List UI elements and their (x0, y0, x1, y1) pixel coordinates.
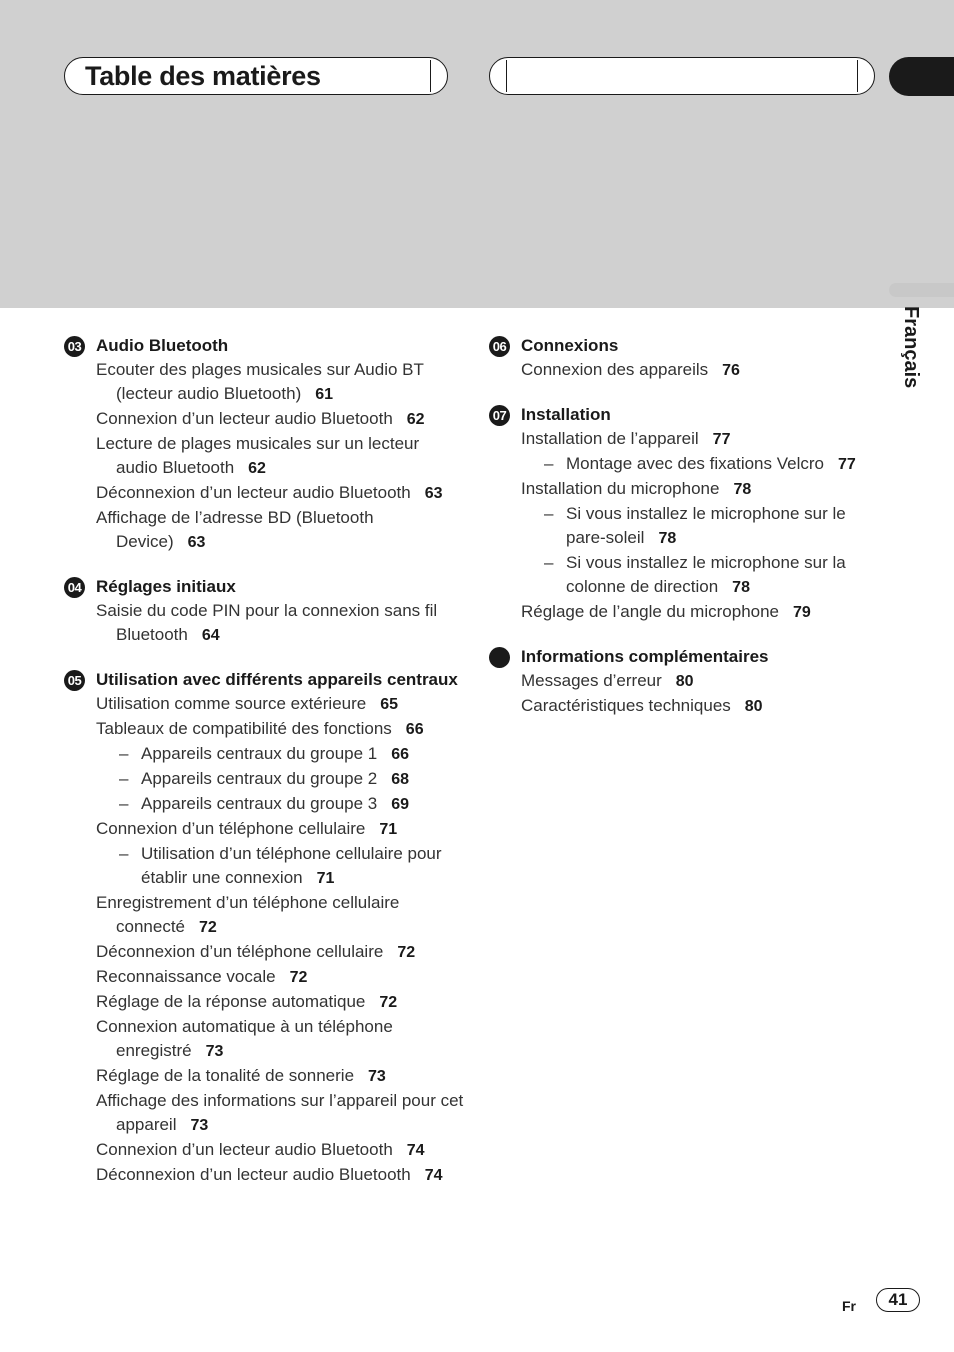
entry-page-number: 79 (793, 604, 811, 621)
entry-text: Caractéristiques techniques (521, 696, 731, 715)
entry-page-number: 63 (424, 485, 443, 502)
toc-entry[interactable] (64, 481, 464, 506)
entry-page-number: 66 (405, 721, 424, 738)
entry-text: Enregistrement d’un téléphone cellulaire connecté (96, 893, 400, 936)
entry-text: Déconnexion d’un lecteur audio Bluetooth (96, 483, 411, 502)
entry-text: Appareils centraux du groupe 3 (141, 794, 378, 813)
toc-section (64, 575, 464, 648)
entry-page-number: 64 (201, 627, 220, 644)
section-title: Installation (521, 405, 611, 424)
dash-bullet: – (544, 553, 554, 572)
section-heading[interactable] (489, 403, 889, 427)
entry-text: Déconnexion d’un lecteur audio Bluetooth (96, 1165, 411, 1184)
toc-entry[interactable] (64, 965, 464, 990)
entry-text: Utilisation d’un téléphone cellulaire pour établir une connexion (141, 844, 442, 887)
section-number-badge: 05 (64, 670, 85, 691)
entry-page-number: 72 (199, 919, 217, 936)
entry-page-number: 72 (289, 969, 308, 986)
entry-page-number: 69 (391, 796, 410, 813)
entry-page-number: 62 (248, 460, 266, 477)
toc-entry[interactable] (64, 891, 464, 940)
entry-page-number: 72 (379, 994, 398, 1011)
entry-text: Réglage de la tonalité de sonnerie (96, 1066, 355, 1085)
toc-subentry[interactable] (489, 452, 889, 477)
entry-page-number: 73 (205, 1043, 224, 1060)
toc-entry[interactable] (64, 432, 464, 481)
toc-subentry[interactable] (489, 551, 889, 600)
entry-text: Affichage des informations sur l’appareil pour cet appareil (96, 1091, 464, 1134)
toc-entry[interactable] (64, 940, 464, 965)
section-title: Réglages initiaux (96, 577, 236, 596)
toc-section (489, 645, 889, 719)
entry-page-number: 71 (316, 870, 335, 887)
toc-right-column (489, 334, 889, 739)
dash-bullet: – (544, 504, 554, 523)
entry-text: Connexion d’un téléphone cellulaire (96, 819, 366, 838)
toc-entry[interactable] (64, 692, 464, 717)
entry-page-number: 61 (315, 386, 334, 403)
header-band (0, 0, 954, 308)
toc-entry[interactable] (489, 477, 889, 502)
toc-entry[interactable] (64, 358, 464, 407)
dash-bullet: – (119, 769, 129, 788)
toc-section (64, 668, 464, 1188)
section-number-badge: 03 (64, 336, 85, 357)
entry-page-number: 68 (391, 771, 410, 788)
section-number-badge: 04 (64, 577, 85, 598)
entry-text: Si vous installez le microphone sur le pare-soleil (566, 504, 846, 547)
section-heading[interactable] (64, 334, 464, 358)
entry-page-number: 73 (368, 1068, 386, 1085)
entry-text: Tableaux de compatibilité des fonctions (96, 719, 392, 738)
toc-subentry[interactable] (64, 767, 464, 792)
entry-text: Affichage de l’adresse BD (Bluetooth Device) (96, 508, 374, 551)
entry-page-number: 80 (675, 673, 694, 690)
toc-entry[interactable] (64, 1138, 464, 1163)
section-number-badge: 07 (489, 405, 510, 426)
section-number-badge (489, 647, 510, 668)
toc-subentry[interactable] (489, 502, 889, 551)
toc-subentry[interactable] (64, 792, 464, 817)
section-heading[interactable] (64, 575, 464, 599)
entry-page-number: 78 (733, 481, 752, 498)
toc-entry[interactable] (489, 600, 889, 625)
section-title: Utilisation avec différents appareils centraux (96, 670, 458, 689)
entry-text: Connexion d’un lecteur audio Bluetooth (96, 409, 393, 428)
entry-text: Lecture de plages musicales sur un lecteur audio Bluetooth (96, 434, 420, 477)
entry-text: Si vous installez le microphone sur la colonne de direction (566, 553, 846, 596)
toc-section (489, 334, 889, 383)
section-number-badge: 06 (489, 336, 510, 357)
entry-text: Reconnaissance vocale (96, 967, 276, 986)
title-box-divider-left (506, 60, 507, 92)
entry-text: Connexion d’un lecteur audio Bluetooth (96, 1140, 393, 1159)
entry-page-number: 73 (190, 1117, 209, 1134)
dash-bullet: – (544, 454, 554, 473)
entry-text: Réglage de l’angle du microphone (521, 602, 780, 621)
toc-entry[interactable] (64, 1089, 464, 1138)
language-code: Fr (842, 1298, 856, 1314)
toc-subentry[interactable] (64, 742, 464, 767)
section-title: Informations complémentaires (521, 647, 769, 666)
entry-text: Appareils centraux du groupe 1 (141, 744, 378, 763)
entry-page-number: 62 (406, 411, 425, 428)
dash-bullet: – (119, 794, 129, 813)
dash-bullet: – (119, 844, 129, 863)
entry-page-number: 65 (380, 696, 399, 713)
entry-page-number: 78 (658, 530, 677, 547)
entry-page-number: 77 (837, 456, 856, 473)
section-title: Audio Bluetooth (96, 336, 229, 355)
section-tab (889, 57, 954, 96)
toc-section (64, 334, 464, 555)
section-heading[interactable] (489, 334, 889, 358)
entry-text: Connexion des appareils (521, 360, 709, 379)
entry-text: Réglage de la réponse automatique (96, 992, 366, 1011)
entry-text: Utilisation comme source extérieure (96, 694, 367, 713)
entry-page-number: 76 (722, 362, 740, 379)
dash-bullet: – (119, 744, 129, 763)
toc-entry[interactable] (64, 990, 464, 1015)
entry-text: Installation du microphone (521, 479, 720, 498)
toc-entry[interactable] (64, 1015, 464, 1064)
toc-entry[interactable] (489, 669, 889, 694)
toc-entry[interactable] (64, 407, 464, 432)
title-box-divider (430, 60, 431, 92)
toc-entry[interactable] (64, 1064, 464, 1089)
entry-page-number: 80 (744, 698, 763, 715)
title-box-divider-right (857, 60, 858, 92)
toc-entry[interactable] (489, 427, 889, 452)
toc-section (489, 403, 889, 625)
entry-page-number: 78 (732, 579, 750, 596)
page-number: 41 (876, 1288, 920, 1312)
entry-page-number: 71 (379, 821, 398, 838)
entry-page-number: 74 (424, 1167, 443, 1184)
entry-text: Appareils centraux du groupe 2 (141, 769, 378, 788)
entry-page-number: 72 (397, 944, 416, 961)
toc-subentry[interactable] (64, 842, 464, 891)
entry-page-number: 74 (406, 1142, 425, 1159)
section-heading[interactable] (64, 668, 464, 692)
section-title: Connexions (521, 336, 619, 355)
entry-text: Installation de l’appareil (521, 429, 699, 448)
toc-entry[interactable] (64, 817, 464, 842)
entry-text: Messages d’erreur (521, 671, 662, 690)
blank-title-box (489, 57, 875, 95)
toc-left-column (64, 334, 464, 1208)
toc-entry[interactable] (64, 599, 464, 648)
toc-entry[interactable] (64, 717, 464, 742)
entry-text: Ecouter des plages musicales sur Audio BT (lecteur audio Bluetooth) (96, 360, 424, 403)
language-label: Français (900, 306, 922, 389)
entry-page-number: 63 (187, 534, 206, 551)
entry-text: Montage avec des fixations Velcro (566, 454, 824, 473)
language-tab-bar (889, 283, 954, 297)
section-heading[interactable] (489, 645, 889, 669)
entry-page-number: 66 (391, 746, 410, 763)
entry-text: Connexion automatique à un téléphone enregistré (96, 1017, 393, 1060)
entry-text: Saisie du code PIN pour la connexion sans fil Bluetooth (96, 601, 438, 644)
toc-entry[interactable] (489, 694, 889, 719)
toc-entry[interactable] (489, 358, 889, 383)
title-box (64, 57, 448, 95)
entry-text: Déconnexion d’un téléphone cellulaire (96, 942, 384, 961)
toc-entry[interactable] (64, 506, 464, 555)
page-title: Table des matières (85, 61, 321, 91)
toc-entry[interactable] (64, 1163, 464, 1188)
entry-page-number: 77 (712, 431, 731, 448)
